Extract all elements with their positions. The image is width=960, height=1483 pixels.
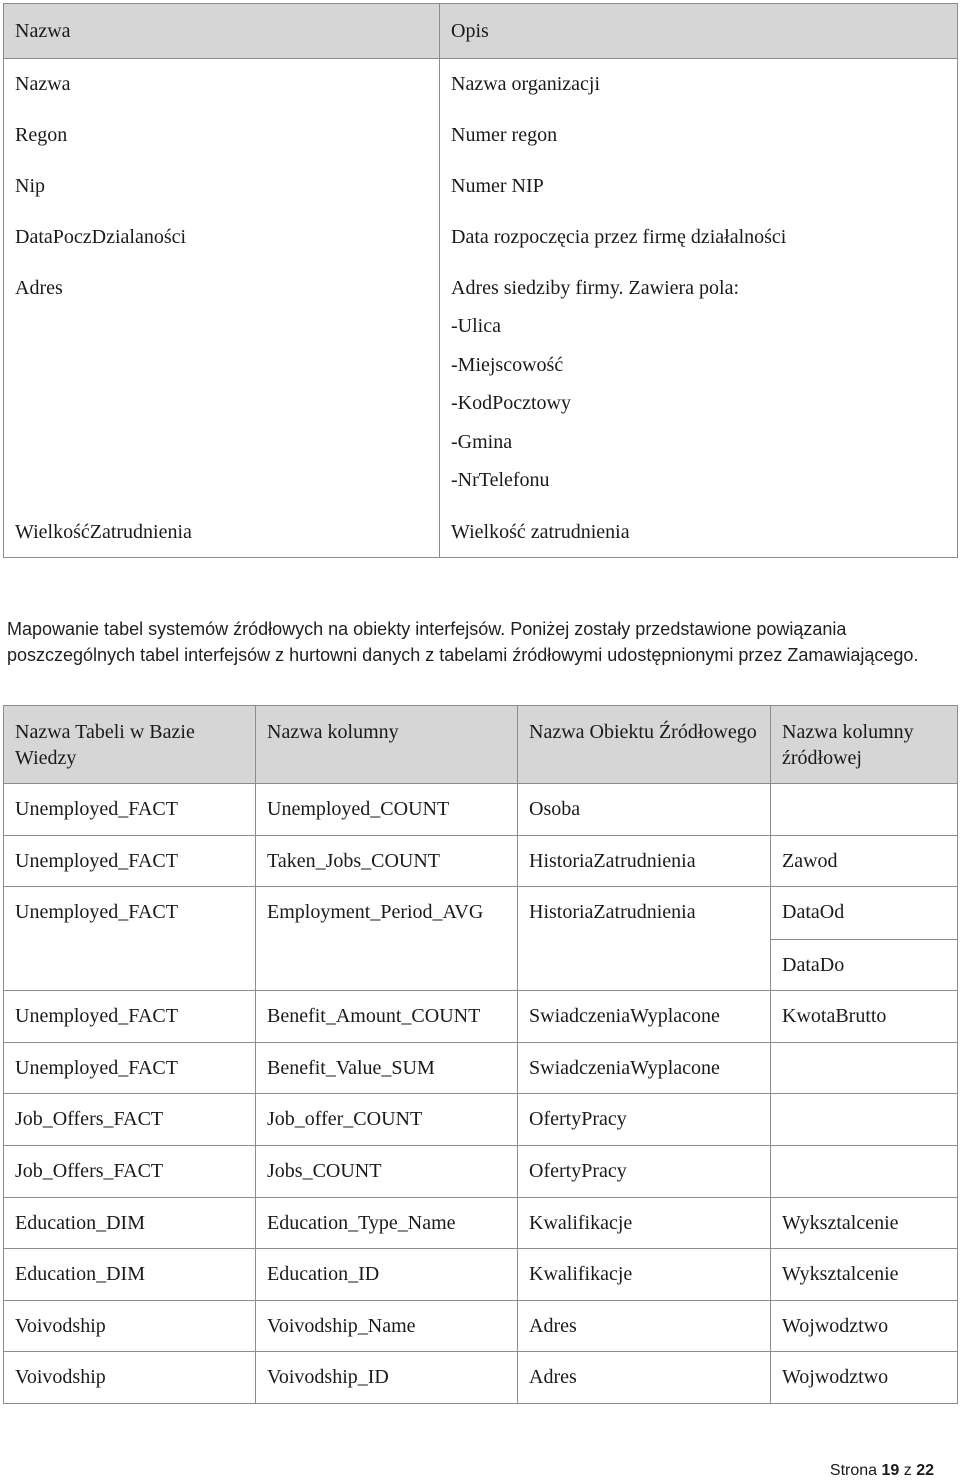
field-description-cell	[440, 263, 958, 507]
table-name-cell: Job_Offers_FACT	[4, 1094, 256, 1146]
source-object-cell: SwiadczeniaWyplacone	[518, 1042, 771, 1094]
source-column-cell	[771, 1145, 958, 1197]
source-column-value: DataOd	[782, 901, 845, 924]
source-column-cell	[771, 1042, 958, 1094]
source-object-cell: OfertyPracy	[518, 1094, 771, 1146]
source-column-cell: Wojwodztwo	[771, 1352, 958, 1404]
footer-page-number: 19	[881, 1462, 900, 1479]
header-cell-column-name: Nazwa kolumny	[256, 706, 518, 784]
table-name-cell: Unemployed_FACT	[4, 835, 256, 887]
source-column-cell: Wojwodztwo	[771, 1300, 958, 1352]
column-name-cell: Voivodship_Name	[256, 1300, 518, 1352]
table-row	[4, 784, 958, 836]
description-line: -Miejscowość	[451, 353, 564, 376]
field-name-cell: Regon	[4, 110, 440, 161]
table-row	[4, 835, 958, 887]
source-object-cell: Kwalifikacje	[518, 1249, 771, 1301]
table-row	[4, 991, 958, 1043]
table-row	[4, 507, 958, 558]
column-name-cell: Education_Type_Name	[256, 1197, 518, 1249]
table-row	[4, 1352, 958, 1404]
table-name-cell: Education_DIM	[4, 1197, 256, 1249]
table-row	[4, 1094, 958, 1146]
table-row	[4, 263, 958, 507]
footer-prefix: Strona	[829, 1462, 878, 1479]
source-column-cell: Wyksztalcenie	[771, 1249, 958, 1301]
description-line: -NrTelefonu	[451, 469, 550, 491]
source-column-cell	[771, 1094, 958, 1146]
field-name-cell: WielkośćZatrudnienia	[4, 507, 440, 558]
table-row	[4, 161, 958, 212]
field-name-cell: Adres	[4, 263, 440, 507]
source-column-cell: Wyksztalcenie	[771, 1197, 958, 1249]
header-cell-source-column: Nazwa kolumny źródłowej	[771, 706, 958, 784]
source-column-cell: Zawod	[771, 835, 958, 887]
table-row	[4, 1042, 958, 1094]
column-name-cell: Voivodship_ID	[256, 1352, 518, 1404]
table-name-cell: Unemployed_FACT	[4, 784, 256, 836]
page-footer	[830, 1462, 934, 1480]
field-description-cell	[440, 161, 958, 212]
description-line: -KodPocztowy	[451, 392, 571, 414]
source-object-cell: Osoba	[518, 784, 771, 836]
header-cell-source-object: Nazwa Obiektu Źródłowego	[518, 706, 771, 784]
source-object-cell: OfertyPracy	[518, 1145, 771, 1197]
source-column-cell: KwotaBrutto	[771, 991, 958, 1043]
source-object-cell: SwiadczeniaWyplacone	[518, 991, 771, 1043]
field-description-cell	[440, 507, 958, 558]
table-row	[4, 59, 958, 110]
table-row	[4, 212, 958, 263]
source-object-cell: Adres	[518, 1352, 771, 1404]
column-name-cell: Jobs_COUNT	[256, 1145, 518, 1197]
table-row	[4, 1197, 958, 1249]
column-name-cell: Unemployed_COUNT	[256, 784, 518, 836]
description-line: -Ulica	[451, 315, 501, 337]
table-name-cell: Voivodship	[4, 1300, 256, 1352]
table-name-cell: Unemployed_FACT	[4, 991, 256, 1043]
table-row	[4, 110, 958, 161]
description-line: Adres siedziby firmy. Zawiera pola:	[451, 276, 740, 299]
column-name-cell: Benefit_Value_SUM	[256, 1042, 518, 1094]
description-line: Numer regon	[451, 123, 558, 146]
description-line: Data rozpoczęcia przez firmę działalności	[451, 225, 787, 248]
mapping-table	[3, 705, 958, 1404]
source-object-cell: HistoriaZatrudnienia	[518, 835, 771, 887]
header-cell-name: Nazwa	[4, 4, 440, 59]
field-description-cell	[440, 212, 958, 263]
table-name-cell: Job_Offers_FACT	[4, 1145, 256, 1197]
table-row	[4, 887, 958, 991]
description-line: Nazwa organizacji	[451, 73, 600, 95]
field-name-cell: DataPoczDzialaności	[4, 212, 440, 263]
column-name-cell: Taken_Jobs_COUNT	[256, 835, 518, 887]
description-line: Wielkość zatrudnienia	[451, 520, 630, 543]
description-line: -Gmina	[451, 430, 513, 453]
footer-separator: z	[903, 1462, 912, 1479]
source-object-cell: Adres	[518, 1300, 771, 1352]
table-row	[4, 1300, 958, 1352]
column-name-cell: Education_ID	[256, 1249, 518, 1301]
column-name-cell: Employment_Period_AVG	[256, 887, 518, 991]
header-cell-description: Opis	[440, 4, 958, 59]
table-row	[4, 1249, 958, 1301]
field-description-cell	[440, 110, 958, 161]
footer-page-total: 22	[916, 1462, 934, 1479]
source-column-cell	[771, 784, 958, 836]
table-name-cell: Unemployed_FACT	[4, 1042, 256, 1094]
source-object-cell: HistoriaZatrudnienia	[518, 887, 771, 991]
table-name-cell: Education_DIM	[4, 1249, 256, 1301]
table-row	[4, 1145, 958, 1197]
source-column-value: DataDo	[771, 939, 957, 991]
table-name-cell: Unemployed_FACT	[4, 887, 256, 991]
description-line: Numer NIP	[451, 174, 544, 197]
table-name-cell: Voivodship	[4, 1352, 256, 1404]
column-name-cell: Job_offer_COUNT	[256, 1094, 518, 1146]
table-header-row	[4, 706, 958, 784]
source-column-cell	[771, 887, 958, 991]
field-description-cell	[440, 59, 958, 110]
table-header-row	[4, 4, 958, 59]
source-object-cell: Kwalifikacje	[518, 1197, 771, 1249]
column-name-cell: Benefit_Amount_COUNT	[256, 991, 518, 1043]
field-description-table	[3, 3, 958, 558]
field-name-cell: Nazwa	[4, 59, 440, 110]
section-paragraph: Mapowanie tabel systemów źródłowych na obiekty interfejsów. Poniżej zostały przedstawione powiązania poszczególnych tabel interfejsów z hurtowni danych z tabelami źródłowymi udostępnionymi przez Zamawiającego.	[7, 619, 919, 665]
field-name-cell: Nip	[4, 161, 440, 212]
header-cell-table-name: Nazwa Tabeli w Bazie Wiedzy	[4, 706, 256, 784]
